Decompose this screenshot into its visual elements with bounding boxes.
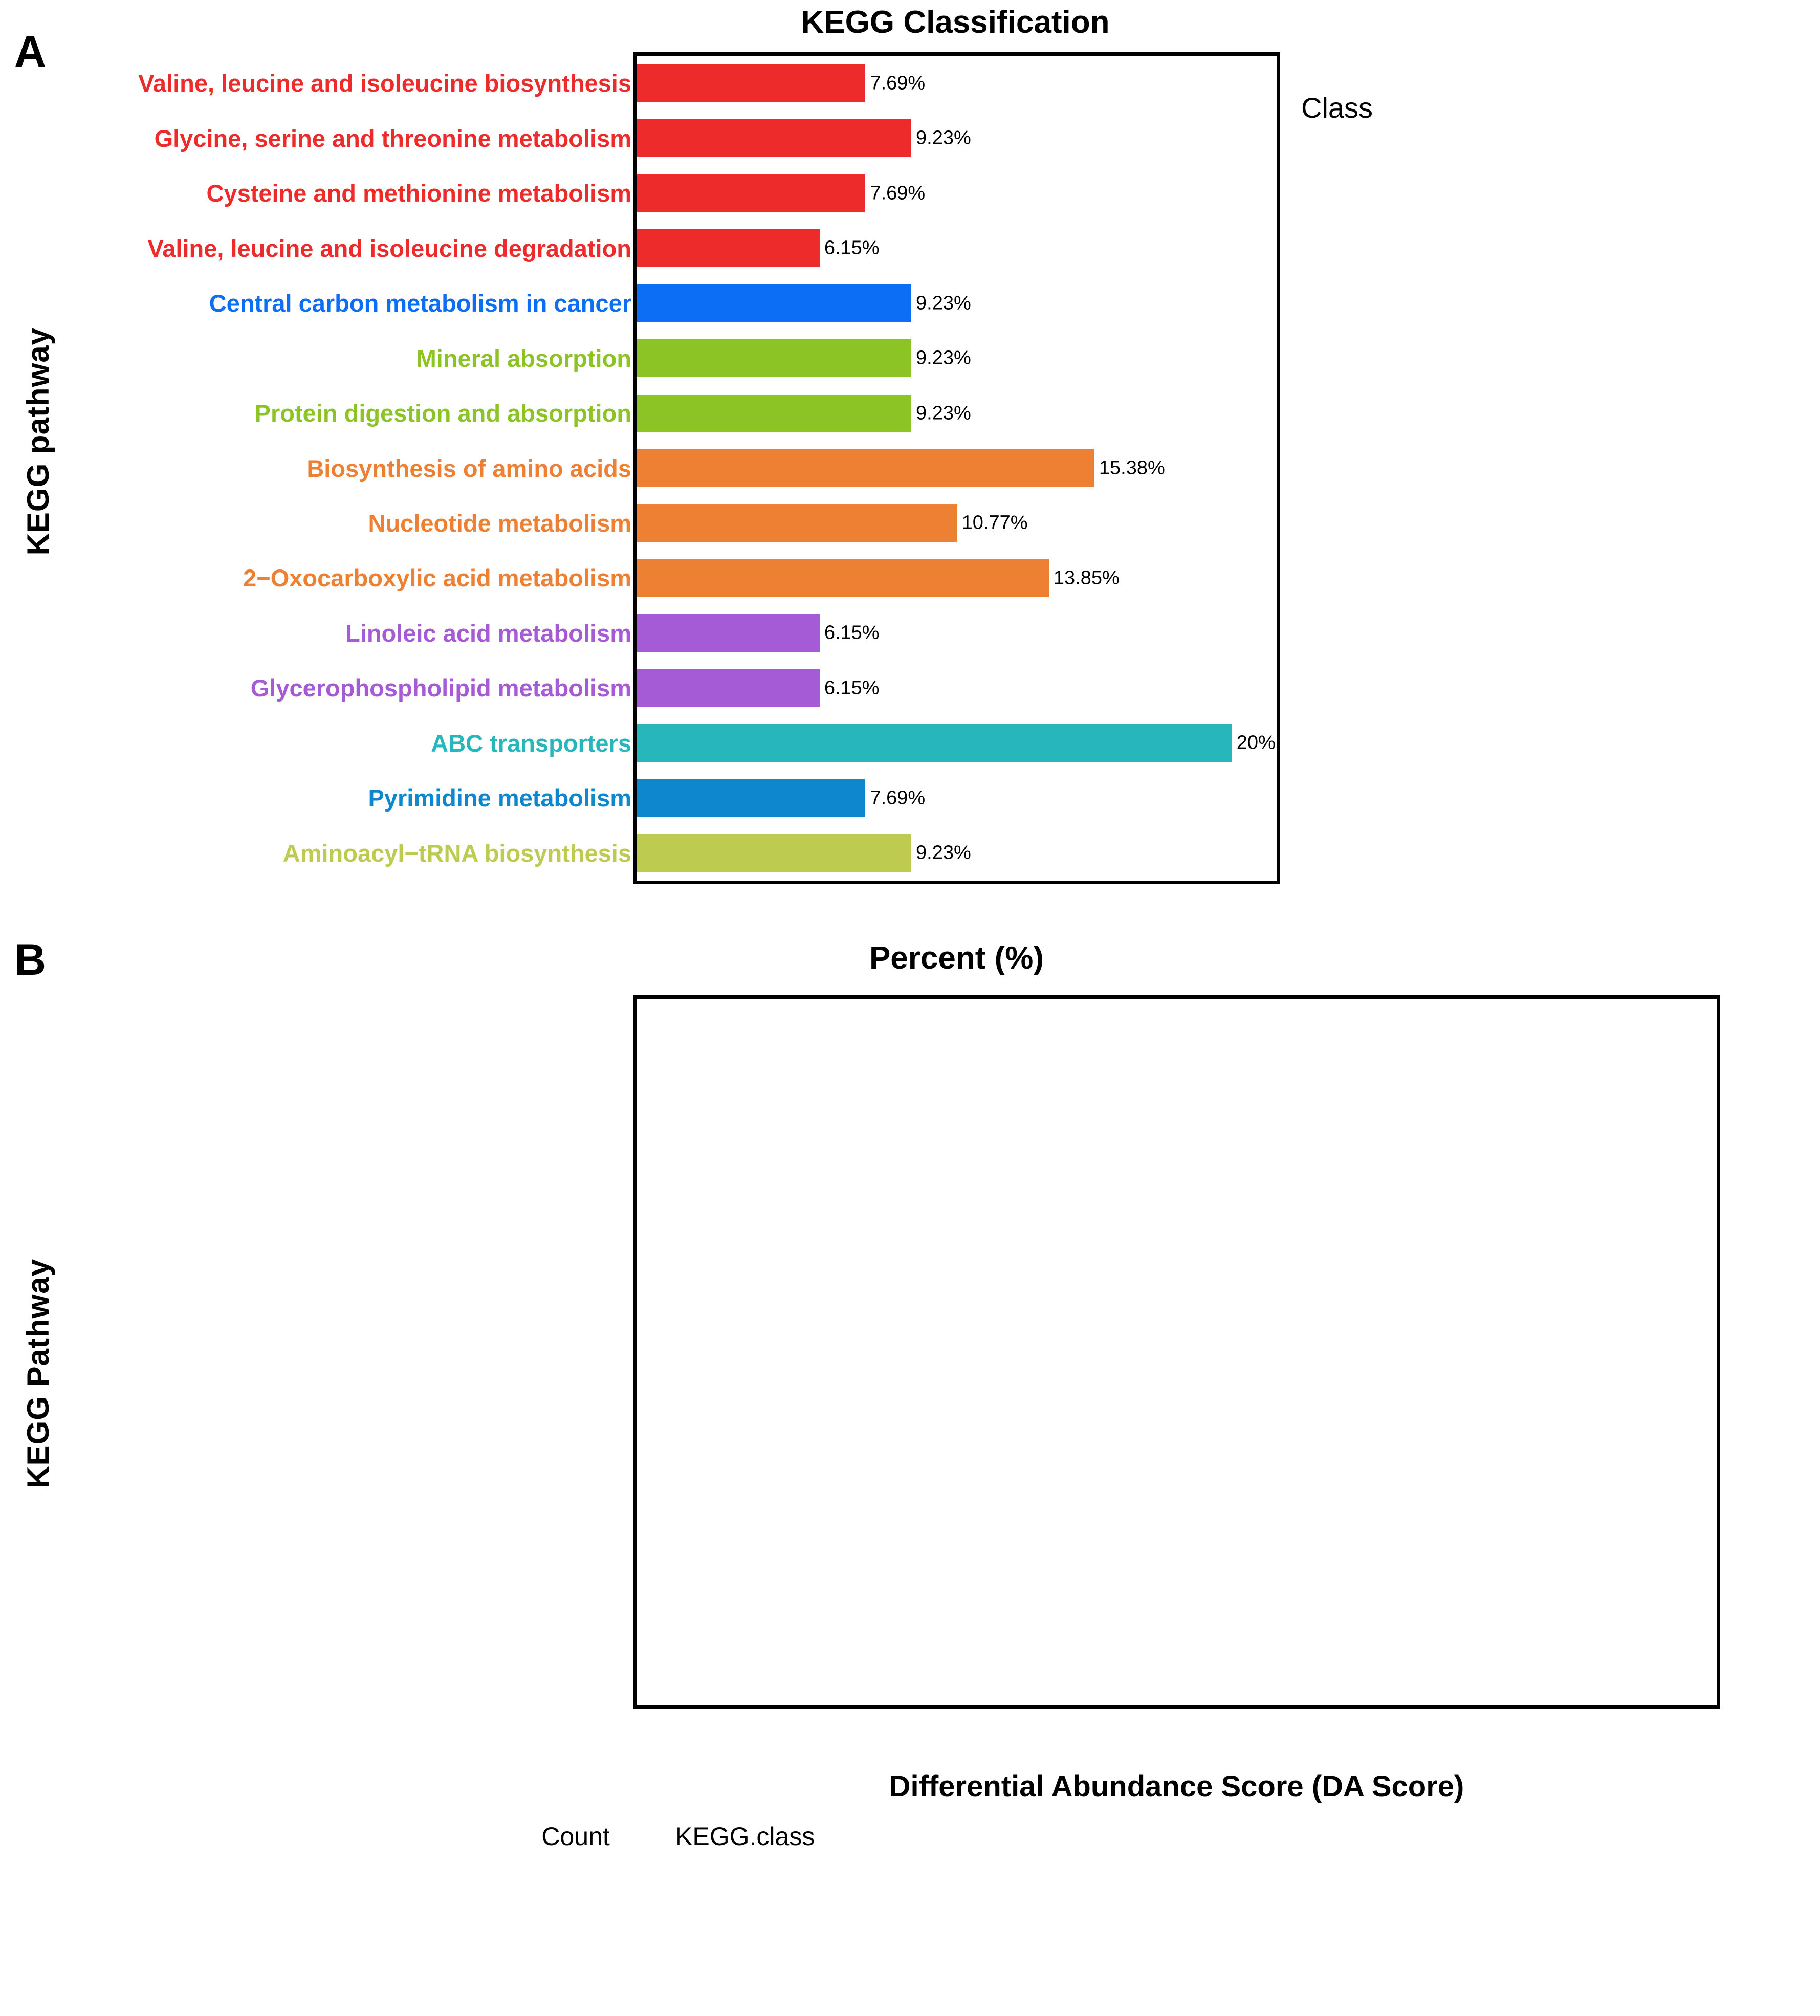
panel-a-bar-value: 10.77% <box>961 512 1028 534</box>
panel-a-bar-value: 15.38% <box>1099 457 1165 479</box>
panel-a-bar <box>637 504 957 542</box>
panel-a-category-label: ABC transporters <box>431 729 631 757</box>
panel-a-bar-value: 6.15% <box>824 237 880 259</box>
panel-a-legend-title: Class <box>1301 92 1373 124</box>
panel-a-category-label: Valine, leucine and isoleucine degradation <box>147 234 631 262</box>
panel-b-letter: B <box>14 935 47 984</box>
panel-a-bar-value: 7.69% <box>870 72 926 94</box>
panel-a-y-axis-label: KEGG pathway <box>21 327 55 556</box>
panel-a-bar <box>637 559 1049 597</box>
panel-a-bar <box>637 119 911 157</box>
panel-a-category-label: 2−Oxocarboxylic acid metabolism <box>243 564 631 592</box>
bottom-legend <box>491 1822 1719 2016</box>
count-legend <box>491 1822 660 1854</box>
panel-a-category-label: Pyrimidine metabolism <box>368 784 631 812</box>
panel-a-letter: A <box>14 27 47 76</box>
panel-a-category-label: Cysteine and methionine metabolism <box>206 180 631 207</box>
panel-a-category-label: Central carbon metabolism in cancer <box>209 290 631 317</box>
panel-a-bar-value: 9.23% <box>916 347 971 369</box>
panel-a-bar <box>637 449 1094 487</box>
panel-a-category-label: Glycine, serine and threonine metabolism <box>154 124 631 152</box>
panel-a-bar <box>637 229 820 267</box>
panel-a-bar-value: 6.15% <box>824 622 880 644</box>
panel-a-category-label: Linoleic acid metabolism <box>345 619 631 647</box>
panel-a-bar <box>637 614 820 652</box>
panel-a-category-label: Valine, leucine and isoleucine biosynthesis <box>138 70 631 97</box>
class-legend-title: KEGG.class <box>675 1822 815 1851</box>
panel-a-bar <box>637 339 911 377</box>
panel-a-title: KEGG Classification <box>801 5 1110 40</box>
panel-a-bar-value: 9.23% <box>916 292 971 314</box>
panel-a-bar <box>637 779 865 817</box>
panel-a-category-label: Biosynthesis of amino acids <box>306 454 631 482</box>
panel-a-bar <box>637 834 911 872</box>
panel-b-x-axis-label: Differential Abundance Score (DA Score) <box>889 1770 1464 1803</box>
panel-a-category-label: Nucleotide metabolism <box>368 509 631 537</box>
panel-a-bar <box>637 64 865 102</box>
panel-a-bar <box>637 669 820 707</box>
panel-a-legend <box>1301 91 1373 132</box>
panel-a-bar <box>637 284 911 322</box>
panel-a-bar-value: 6.15% <box>824 677 880 699</box>
panel-a <box>0 0 1820 976</box>
panel-b-y-axis-label: KEGG Pathway <box>21 1259 55 1488</box>
panel-a-category-label: Glycerophospholipid metabolism <box>250 674 631 702</box>
panel-a-bar-value: 9.23% <box>916 127 971 149</box>
panel-a-bar <box>637 174 865 212</box>
panel-a-category-label: Protein digestion and absorption <box>254 400 631 427</box>
count-legend-title: Count <box>541 1822 610 1851</box>
panel-a-category-label: Aminoacyl−tRNA biosynthesis <box>282 839 631 867</box>
panel-a-bar <box>637 724 1232 762</box>
panel-a-bar-value: 7.69% <box>870 787 926 809</box>
class-legend <box>675 1822 1596 1853</box>
panel-a-x-axis-label: Percent (%) <box>869 940 1044 976</box>
panel-a-bar <box>637 395 911 432</box>
panel-b-plot-area <box>633 995 1720 1709</box>
panel-a-bar-value: 9.23% <box>916 402 971 424</box>
panel-a-bar-value: 9.23% <box>916 842 971 864</box>
panel-a-bar-value: 7.69% <box>870 182 926 204</box>
panel-a-category-label: Mineral absorption <box>416 344 631 372</box>
panel-a-bar-value: 20% <box>1236 732 1276 754</box>
panel-a-bar-value: 13.85% <box>1053 567 1120 589</box>
